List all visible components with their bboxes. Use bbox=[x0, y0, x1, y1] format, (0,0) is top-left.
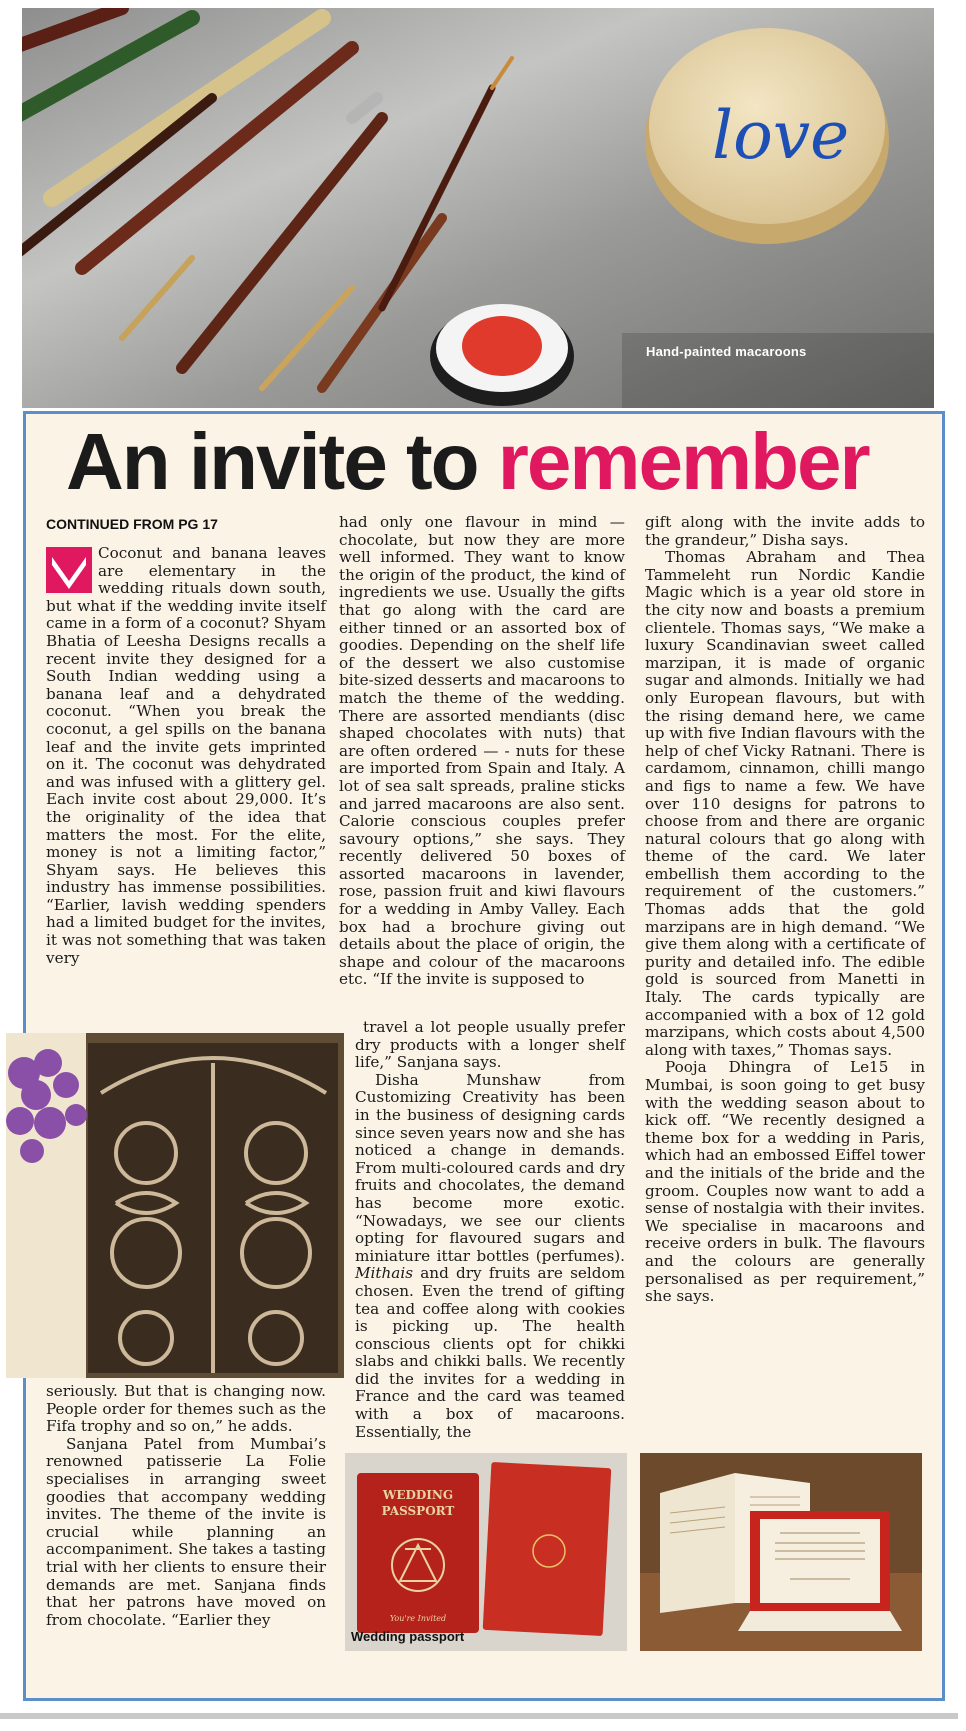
column-2-paragraph-3 bbox=[355, 1072, 625, 1441]
column-2-paragraph-1: had only one flavour in mind — chocolate, but now they are more well informed. They want to know the origin of the product, the kind of ingredients we use. Usually the gifts that go along with the card are either tinned or an assorted box of goodies. Depending on the shelf life of the dessert we also customise bite-sized desserts and macaroons to match the theme of the wedding. There are assorted mendiants (disc shaped chocolates with nuts) that are often ordered — - nuts for these are imported from Spain and Italy. A lot of sea salt spreads, praline sticks and jarred macaroons are also sent. Calorie conscious couples prefer savoury options,” she says. They recently delivered 50 boxes of assorted macaroons in lavender, rose, passion fruit and kiwi flavours for a wedding in Amby Valley. Each box had a brochure giving out details about the place of origin, the shape and colour of the macaroons etc. “If the invite is supposed to bbox=[339, 513, 625, 989]
hero-photo-macaroons bbox=[22, 8, 934, 408]
headline bbox=[66, 412, 946, 512]
passport-caption: Wedding passport bbox=[351, 1629, 465, 1644]
passport-cover-line-2: PASSPORT bbox=[381, 1504, 455, 1518]
column-3-paragraph-2: Thomas Abraham and Thea Tammeleht run Nordic Kandie Magic which is a year old store in the city now and boasts a premium clientele. Thomas says, “We make a luxury Scandinavian sweet called marzipan, it is made of organic sugar and almonds. Initially we had only European flavours, but with the rising demand here, we came up with five Indian flavours with the help of chef Vicky Ratnani. There is cardamom, cinnamon, chilli mango and figs to name a few. We have over 110 designs for patrons to choose from and there are organic natural colours that go along with theme of the card. We later embellish them according to the requirement of the customers.” Thomas adds that the gold marzipans are in high demand. “We give them along with a certificate of purity and detailed info. The edible gold is sourced from Manetti in Italy. The cards typically are accompanied with a box of 12 gold marzipans, which costs about 4,500 along with taxes,” Thomas says. bbox=[645, 548, 925, 1059]
column-1-paragraph-3: Sanjana Patel from Mumbai’s renowned patisserie La Folie specialises in arranging sweet goodies that accompany wedding invites. The theme of the invite is crucial while planning an accompaniment. She takes a tasting trial with her clients to ensure their demands are met. Sanjana finds that her patrons have moved on from chocolate. “Earlier they bbox=[46, 1434, 326, 1629]
macaroon-lettering: love bbox=[712, 97, 850, 174]
passport-cover-bottom: You're Invited bbox=[389, 1614, 447, 1623]
column-3-paragraph-3: Pooja Dhingra of Le15 in Mumbai, is soon going to get busy with the wedding season about to kick off. “We recently designed a theme box for a wedding in Paris, which had an embossed Eiffel tower and the initials of the bride and the groom. Couples now want to add a sense of nostalgia with their invites. We specialise in macaroons and receive orders in bulk. The flavours and the colours are generally personalised as per requirement,” she says. bbox=[645, 1058, 925, 1306]
wedding-passport-photo bbox=[345, 1453, 627, 1651]
column-2-paragraph-3a: Disha Munshaw from Customizing Creativity has been in the business of designing cards since seven years now and she has noticed a change in demands. From multi-coloured cards and dry fruits and chocolates, the demand has become more exotic. “Nowadays, we see our clients opting for flavoured sugars and miniature ittar bottles (perfumes). bbox=[355, 1070, 625, 1265]
column-1-bottom bbox=[46, 1383, 326, 1629]
dropcap-chevron-icon bbox=[46, 547, 92, 593]
column-2-paragraph-2: travel a lot people usually prefer dry products with a longer shelf life,” Sanjana says. bbox=[355, 1018, 625, 1072]
macaroon bbox=[645, 28, 889, 244]
continued-kicker: CONTINUED FROM PG 17 bbox=[46, 516, 218, 532]
column-2-top bbox=[339, 514, 625, 989]
passport-cover-line-1: WEDDING bbox=[382, 1488, 454, 1502]
invitation-cards-photo bbox=[640, 1453, 922, 1651]
column-1-top bbox=[46, 545, 326, 1025]
headline-main: An invite to bbox=[66, 417, 478, 506]
bottom-rule bbox=[0, 1713, 958, 1719]
column-1-paragraph-2: seriously. But that is changing now. People order for themes such as the Fifa trophy and so on,” he adds. bbox=[46, 1382, 326, 1436]
column-2-paragraph-3c: and dry fruits are seldom chosen. Even the trend of gifting tea and coffee along with cookies is picking up. The health conscious clients opt for chikki slabs and chikki balls. We recently did the invites for a wedding in France and the card was teamed with a box of macaroons. Essentially, the bbox=[355, 1264, 625, 1441]
column-1-paragraph-1: Coconut and banana leaves are elementary in the wedding rituals down south, but what if the wedding invite itself came in a form of a coconut? Shyam Bhatia of Leesha Designs recalls a recent invite they designed for a South Indian wedding using a banana leaf and a dehydrated coconut. “When you break the coconut, a gel spills on the banana leaf and the invite gets imprinted on it. The coconut was dehydrated and was infused with a glittery gel. Each invite cost about 29,000. It’s the originality of the idea that matters the most. For the elite, money is not a limiting factor,” Shyam says. He believes this industry has immense possibilities. “Earlier, lavish wedding spenders had a limited budget for the invites, it was not something that was taken very bbox=[46, 544, 327, 967]
column-2-middle bbox=[355, 1019, 625, 1441]
mithais-term: Mithais bbox=[355, 1264, 413, 1283]
photo-caption: Hand-painted macaroons bbox=[646, 344, 807, 359]
headline-accent: remember bbox=[497, 417, 869, 506]
column-3-paragraph-1: gift along with the invite adds to the grandeur,” Disha says. bbox=[645, 513, 925, 549]
column-3 bbox=[645, 514, 925, 1306]
gate-invite-photo bbox=[6, 1033, 344, 1378]
